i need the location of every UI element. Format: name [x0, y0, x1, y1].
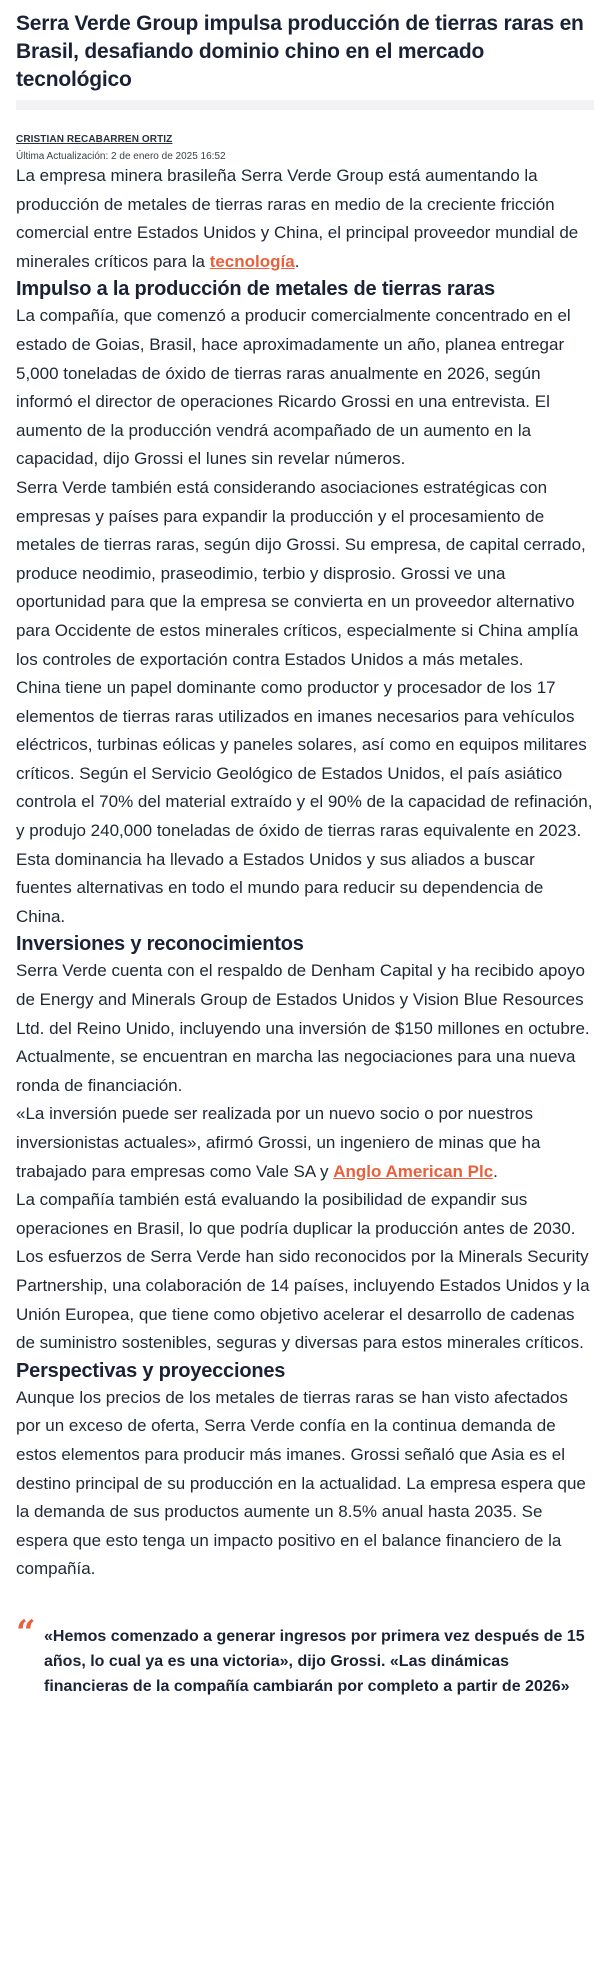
paragraph: Serra Verde cuenta con el respaldo de Denham Capital y ha recibido apoyo de Energy and Minerals Group de Estados Unidos y Vision Blue Resources Ltd. del Reino Unido, incluyendo una inversión de $150 millones en octubre. Actualmente, se encuentran en marcha las negociaciones para una nueva ronda de financiación. [16, 961, 590, 1095]
paragraph-text: «La inversión puede ser realizada por un nuevo socio o por nuestros inversionistas actuales», afirmó Grossi, un ingeniero de minas que ha trabajado para empresas como Vale SA y [16, 1104, 541, 1181]
intro-paragraph [16, 162, 594, 276]
paragraph-end: . [493, 1161, 498, 1181]
paragraph: Serra Verde también está considerando asociaciones estratégicas con empresas y países para expandir la producción y el procesamiento de metales de tierras raras, según dijo Grossi. Su empresa, de capital cerrado, produce neodimio, praseodimio, terbio y disprosio. Grossi ve una oportunidad para que la empresa se convierta en un proveedor alternativo para Occidente de estos minerales críticos, especialmente si China amplía los controles de exportación contra Estados Unidos a más metales. [16, 477, 586, 669]
paragraph: La compañía también está evaluando la posibilidad de expandir sus operaciones en Brasil, lo que podría duplicar la producción antes de 2030. Los esfuerzos de Serra Verde han sido reconocidos por la Minerals Security Partnership, una colaboración de 14 países, incluyendo Estados Unidos y la Unión Europea, que tiene como objetivo acelerar el desarrollo de cadenas de suministro sostenibles, seguras y diversas para estos minerales críticos. [16, 1190, 590, 1353]
paragraph: China tiene un papel dominante como productor y procesador de los 17 elementos de tierras raras utilizados en imanes necesarios para vehículos eléctricos, turbinas eólicas y paneles solares, así como en equipos militares críticos. Según el Servicio Geológico de Estados Unidos, el país asiático controla el 70% del material extraído y el 90% de la capacidad de refinación, y produjo 240,000 toneladas de óxido de tierras raras equivalente en 2023. Esta dominancia ha llevado a Estados Unidos y sus aliados a buscar fuentes alternativas en todo el mundo para reducir su dependencia de China. [16, 678, 593, 926]
section-heading-inversiones: Inversiones y reconocimientos [16, 933, 304, 956]
quote-mark-icon: “ [16, 1612, 36, 1653]
section-heading-perspectivas: Perspectivas y proyecciones [16, 1359, 286, 1382]
article-title: Serra Verde Group impulsa producción de tierras raras en Brasil, desafiando dominio chino en el mercado tecnológico [16, 12, 584, 91]
tecnologia-link[interactable]: tecnología [209, 251, 295, 271]
pull-quote [16, 1612, 594, 1699]
intro-text: La empresa minera brasileña Serra Verde Group está aumentando la producción de metales de tierras raras en medio de la creciente fricción comercial entre Estados Unidos y China, el principal proveedor mundial de minerales críticos para la [16, 166, 579, 271]
intro-end: . [294, 251, 300, 271]
paragraph: La compañía, que comenzó a producir comercialmente concentrado en el estado de Goias, Brasil, hace aproximadamente un año, planea entregar 5,000 toneladas de óxido de tierras raras anualmente en 2026, según informó el director de operaciones Ricardo Grossi en una entrevista. El aumento de la producción vendrá acompañado de un aumento en la capacidad, dijo Grossi el lunes sin revelar números. [16, 306, 571, 469]
author-link[interactable]: CRISTIAN RECABARREN ORTIZ [16, 134, 173, 145]
quote-paragraph [16, 1100, 594, 1186]
quote-text: «Hemos comenzado a generar ingresos por primera vez después de 15 años, lo cual ya es una victoria», dijo Grossi. «Las dinámicas financieras de la compañía cambiarán por completo a partir de 2026» [44, 1627, 585, 1695]
section-heading-impulso: Impulso a la producción de metales de tierras raras [16, 278, 495, 301]
title-divider [16, 100, 594, 110]
anglo-american-link[interactable]: Anglo American Plc [333, 1161, 494, 1181]
updated-timestamp: Última Actualización: 2 de enero de 2025 16:52 [16, 151, 226, 162]
paragraph: Aunque los precios de los metales de tierras raras se han visto afectados por un exceso de oferta, Serra Verde confía en la continua demanda de estos elementos para producir más imanes. Grossi señaló que Asia es el destino principal de su producción en la actualidad. La empresa espera que la demanda de sus productos aumente un 8.5% anual hasta 2035. Se espera que esto tenga un impacto positivo en el balance financiero de la compañía. [16, 1387, 586, 1579]
